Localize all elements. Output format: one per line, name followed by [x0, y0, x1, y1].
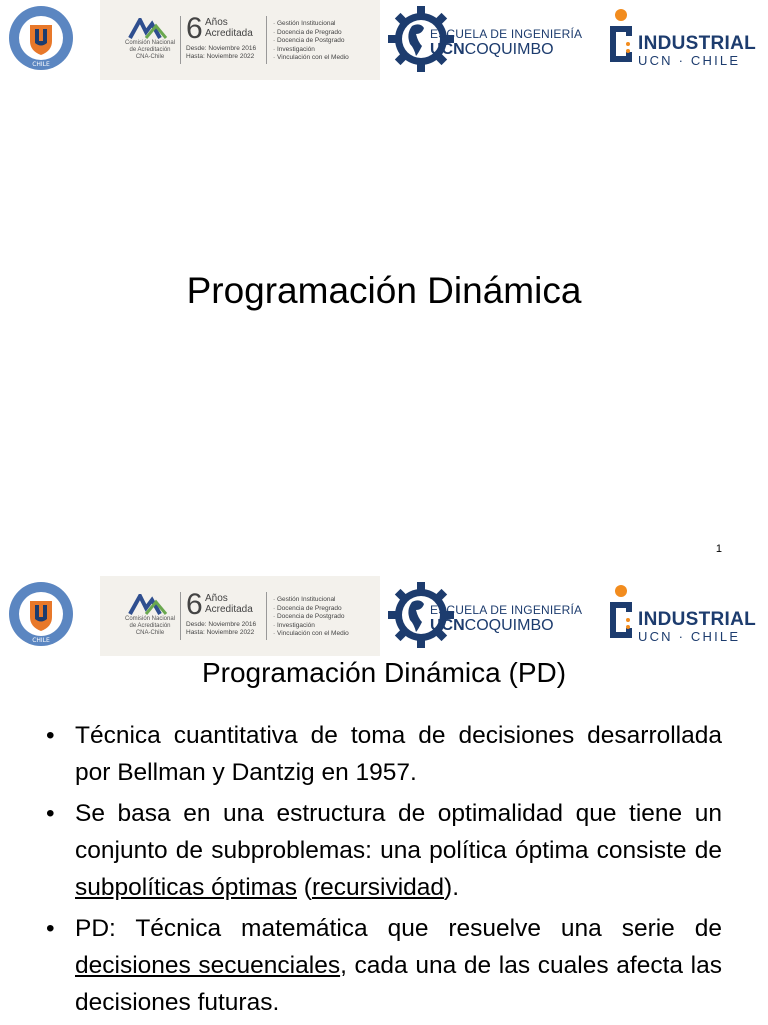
accreditation-years: 6: [186, 588, 203, 621]
accreditation-dates: Desde: Noviembre 2016 Hasta: Noviembre 2022: [186, 621, 257, 636]
bullet-item: • PD: Técnica matemática que resuelve una serie de decisiones secuenciales, cada una de las cuales afecta las decisiones futuras.: [46, 910, 722, 1021]
industrial-subtitle: UCN · CHILE: [638, 629, 741, 644]
logo-header: [0, 0, 768, 82]
cna-text: Comisión Nacional de Acreditación CNA-Chile: [124, 40, 176, 60]
bullet-list: [46, 717, 722, 1025]
cna-logo-icon: [126, 18, 172, 40]
divider: [266, 16, 267, 64]
page-number: 1: [715, 543, 722, 555]
slide-2: [0, 576, 768, 1024]
slide-title: Programación Dinámica: [186, 270, 582, 311]
accreditation-dates: Desde: Noviembre 2016 Hasta: Noviembre 2022: [186, 45, 257, 60]
svg-text:CHILE: CHILE: [32, 61, 50, 68]
school-name: ESCUELA DE INGENIERÍA: [430, 603, 583, 617]
school-name: ESCUELA DE INGENIERÍA: [430, 27, 583, 41]
bullet-item: • Técnica cuantitativa de toma de decisiones desarrollada por Bellman y Dantzig en 1957.: [46, 717, 722, 791]
underlined-term: recursividad: [311, 874, 445, 901]
underlined-term: subpolíticas óptimas: [75, 874, 297, 901]
accreditation-label: Años Acreditada: [205, 17, 253, 39]
accreditation-badge: [100, 0, 380, 80]
industrial-logo-icon: [606, 8, 636, 68]
industrial-title: INDUSTRIAL: [638, 33, 757, 54]
accreditation-label: Años Acreditada: [205, 593, 253, 615]
divider: [180, 592, 181, 640]
underlined-term: decisiones secuenciales: [75, 952, 341, 979]
industrial-subtitle: UCN · CHILE: [638, 53, 741, 68]
industrial-logo-icon: [606, 584, 636, 644]
svg-text:CHILE: CHILE: [32, 637, 50, 644]
accreditation-areas: · Gestión Institucional · Docencia de Pregrado · Docencia de Postgrado · Investigación · Vinculación con el Medio: [273, 20, 349, 61]
accreditation-years: 6: [186, 12, 203, 45]
industrial-title: INDUSTRIAL: [638, 609, 757, 630]
slide-title: Programación Dinámica (PD): [201, 657, 567, 688]
divider: [180, 16, 181, 64]
school-campus: UCNCOQUIMBO: [430, 617, 554, 634]
logo-header: [0, 576, 768, 658]
school-campus: UCNCOQUIMBO: [430, 41, 554, 58]
cna-text: Comisión Nacional de Acreditación CNA-Chile: [124, 616, 176, 636]
accreditation-badge: [100, 576, 380, 656]
accreditation-areas: · Gestión Institucional · Docencia de Pregrado · Docencia de Postgrado · Investigación · Vinculación con el Medio: [273, 596, 349, 637]
bullet-item: • Se basa en una estructura de optimalidad que tiene un conjunto de subproblemas: una política óptima consiste de subpolíticas óptimas (recursividad).: [46, 795, 722, 906]
university-seal-icon: [8, 5, 74, 71]
cna-logo-icon: [126, 594, 172, 616]
university-seal-icon: [8, 581, 74, 647]
divider: [266, 592, 267, 640]
